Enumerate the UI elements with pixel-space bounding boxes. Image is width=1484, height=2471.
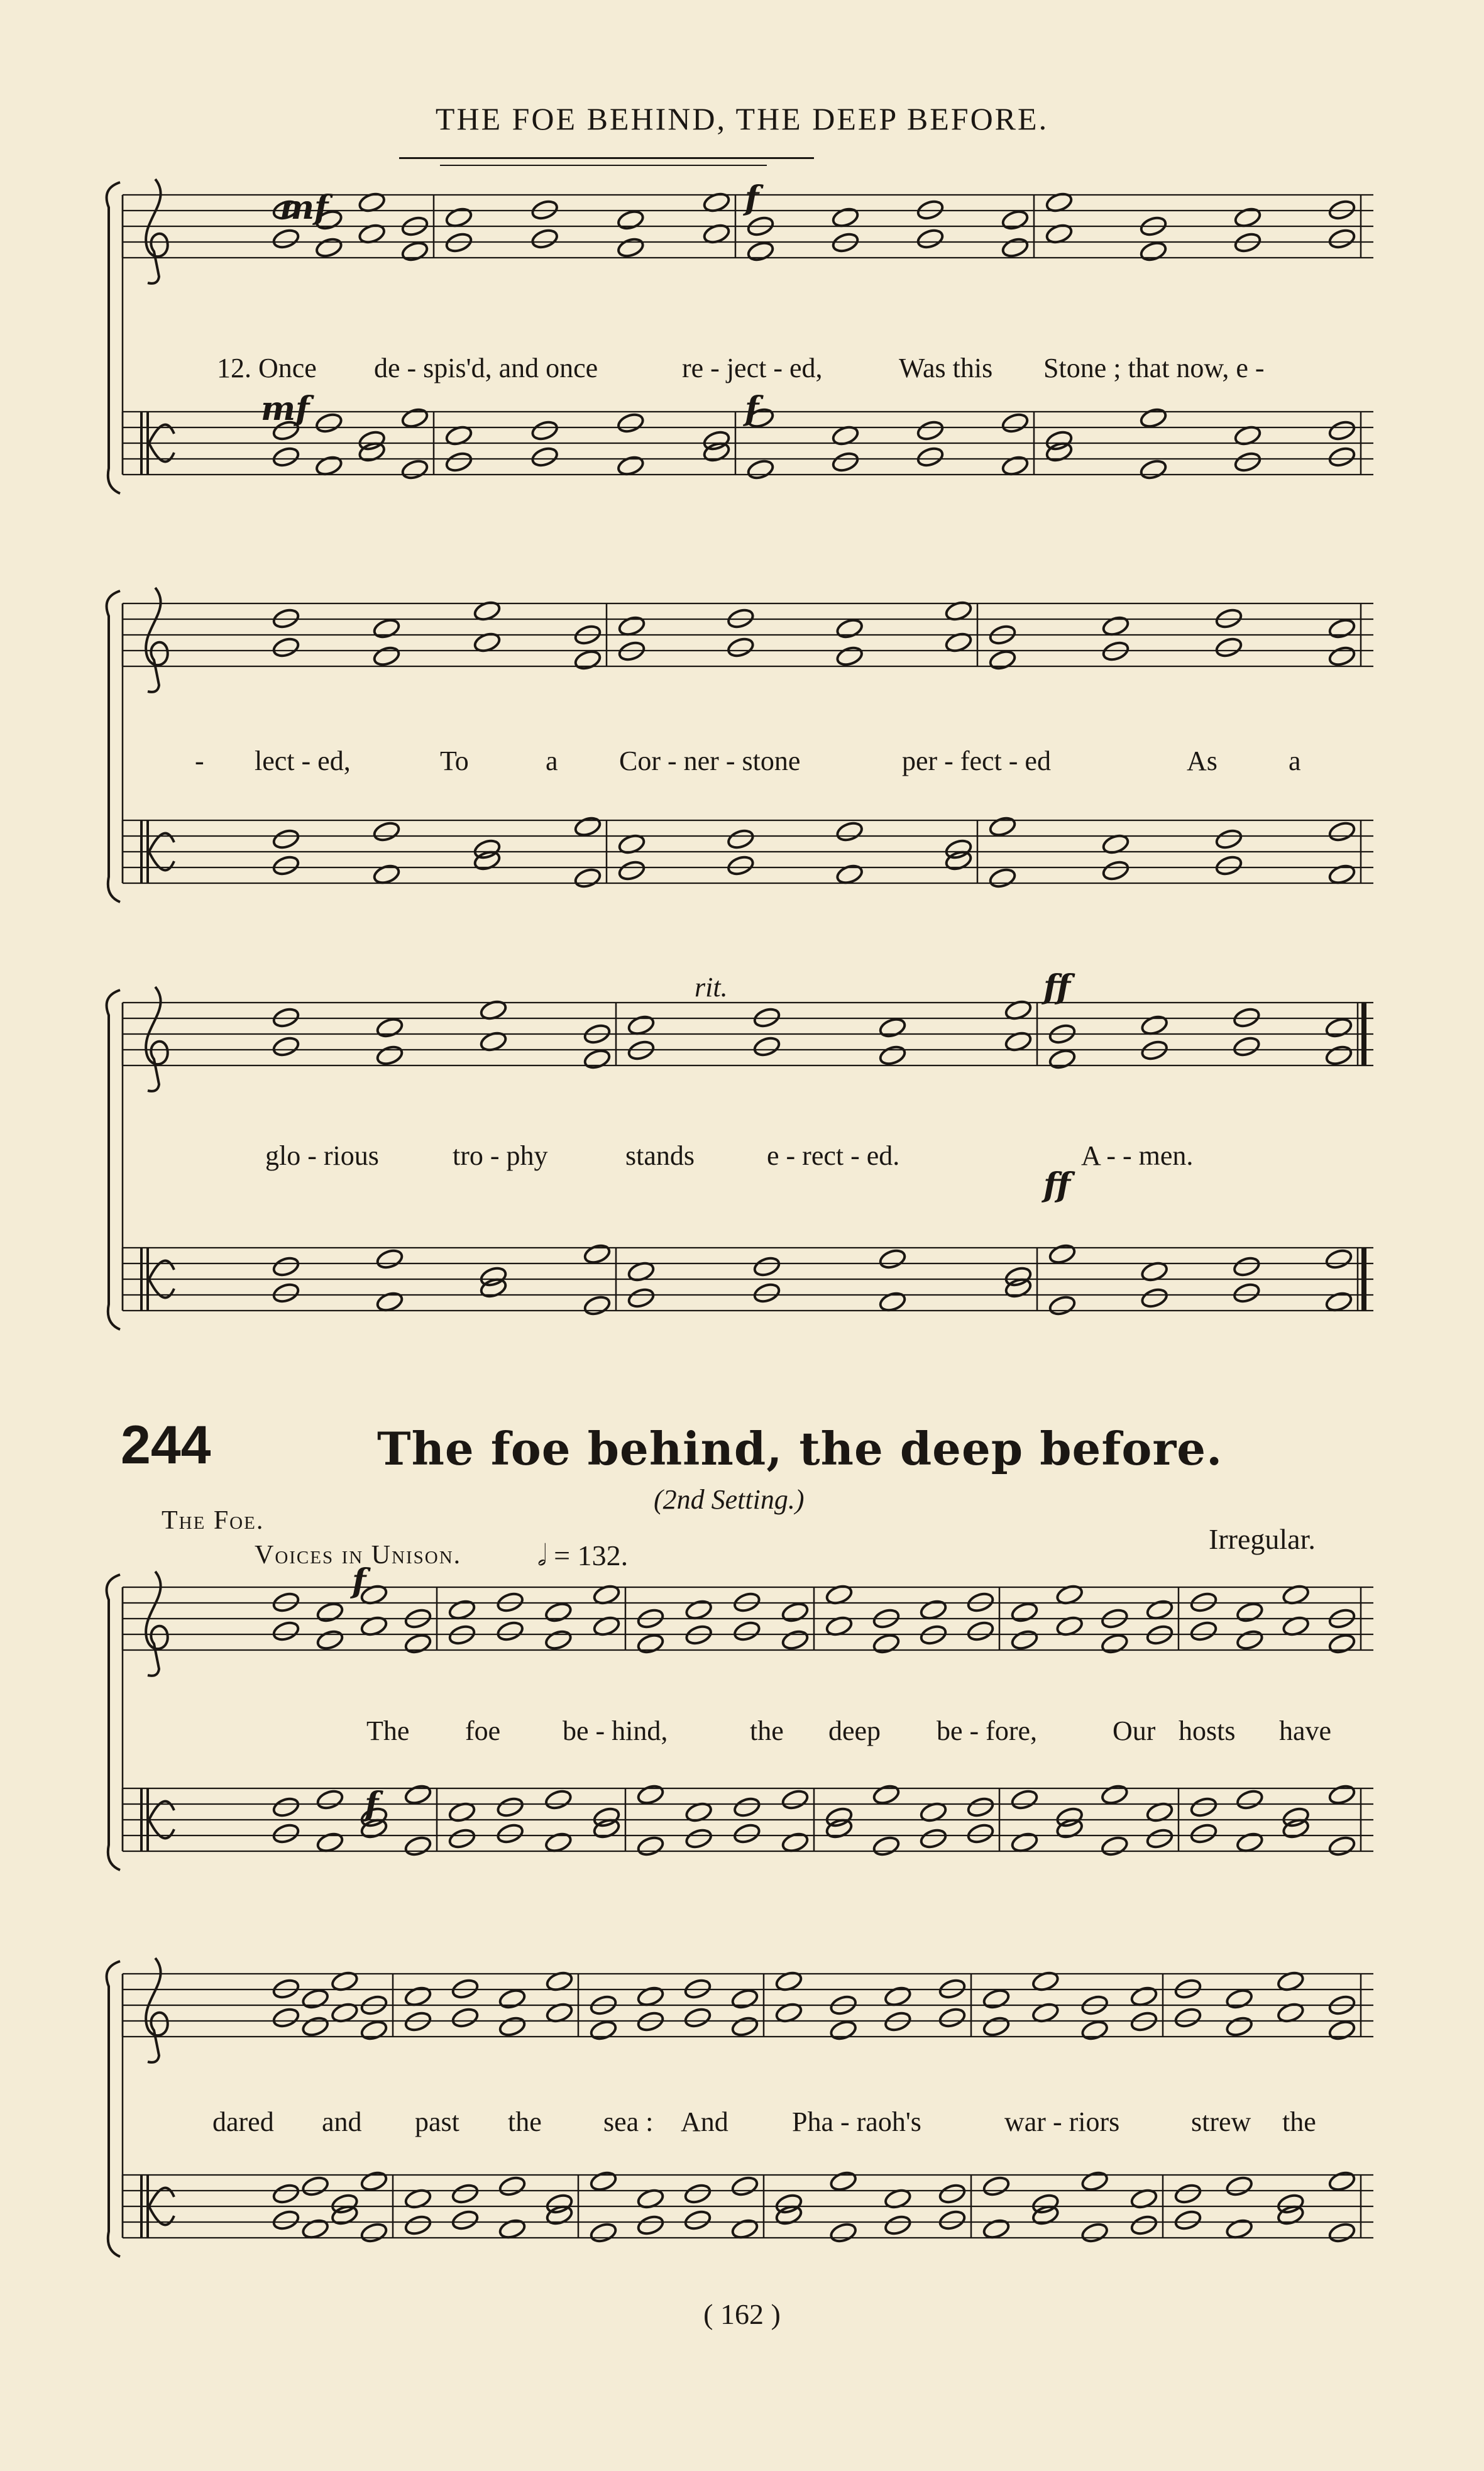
lyric: foe <box>465 1715 501 1746</box>
note-head <box>404 1985 432 2008</box>
note-head <box>636 1835 665 1857</box>
note-head <box>592 1817 621 1840</box>
note-head <box>496 1822 525 1845</box>
note-head <box>314 454 343 477</box>
lyric: re - ject - ed, <box>682 353 823 383</box>
note-head <box>272 1822 300 1845</box>
lyric: the <box>508 2106 542 2137</box>
lyric: Cor - ner - stone <box>619 746 801 776</box>
lyric: Our <box>1113 1715 1156 1746</box>
note-head <box>1080 2170 1109 2193</box>
note-head <box>1225 1988 1254 2010</box>
note-head <box>583 1243 612 1265</box>
note-head <box>301 2015 330 2038</box>
lyric: and <box>322 2106 362 2137</box>
note-head <box>781 1788 810 1811</box>
lyric: deep <box>828 1715 881 1746</box>
note-head <box>1145 1827 1174 1850</box>
note-head <box>301 1988 330 2010</box>
dynamic-f-bass: f <box>745 390 759 428</box>
note-head <box>530 228 559 250</box>
note-head <box>1080 2019 1109 2042</box>
note-head <box>1235 1831 1264 1854</box>
lyric: - <box>195 746 204 776</box>
note-head <box>982 2175 1011 2198</box>
note-head <box>448 1599 476 1621</box>
note-head <box>1232 1255 1261 1278</box>
note-head <box>544 1831 573 1854</box>
note-head <box>781 1629 810 1651</box>
lyric: hosts <box>1179 1715 1236 1746</box>
lyric: strew <box>1191 2106 1251 2137</box>
lyric: Stone ; that now, e - <box>1043 353 1265 383</box>
note-head <box>1324 1291 1353 1313</box>
note-head <box>360 2221 388 2244</box>
note-head <box>1048 1048 1077 1070</box>
system-bracket <box>107 990 120 1329</box>
note-head <box>1129 1985 1158 2008</box>
note-head <box>617 859 646 882</box>
note-head <box>272 1620 300 1643</box>
note-head <box>878 1248 907 1270</box>
note-head <box>544 1601 573 1624</box>
lyric: war - riors <box>1004 2106 1120 2137</box>
note-head <box>916 228 945 250</box>
note-head <box>444 451 473 473</box>
note-head <box>1045 441 1074 463</box>
note-head <box>498 2175 527 2198</box>
note-head <box>825 1817 854 1840</box>
lyric: the <box>1282 2106 1316 2137</box>
lyric: sea : <box>603 2106 654 2137</box>
lyric: To <box>440 746 469 776</box>
note-head <box>982 2218 1011 2240</box>
note-head <box>919 1599 948 1621</box>
note-head <box>301 2175 330 2198</box>
note-head <box>1327 645 1356 668</box>
note-head <box>938 2182 967 2205</box>
note-head <box>1001 412 1030 434</box>
note-head <box>726 828 755 850</box>
note-head <box>872 1835 901 1857</box>
note-head <box>272 446 300 468</box>
note-head <box>451 2209 480 2232</box>
lyric: the <box>750 1715 784 1746</box>
lyric: 12. Once <box>217 353 317 383</box>
note-head <box>1101 615 1130 637</box>
note-head <box>1080 2221 1109 2244</box>
note-head <box>982 1988 1011 2010</box>
note-head <box>272 228 300 250</box>
running-head: THE FOE BEHIND, THE DEEP BEFORE. <box>435 101 1049 136</box>
note-head <box>726 854 755 877</box>
note-head <box>831 206 860 229</box>
note-head <box>916 446 945 468</box>
note-head <box>683 2182 712 2205</box>
note-head <box>746 240 775 263</box>
note-head <box>831 451 860 473</box>
note-head <box>573 649 602 671</box>
dynamic-mf: mf <box>280 189 329 227</box>
note-head <box>589 2221 618 2244</box>
lyric: The <box>366 1715 410 1746</box>
note-head <box>372 820 401 843</box>
lyric: glo - rious <box>265 1140 379 1171</box>
note-head <box>883 1985 912 2008</box>
lyric: be - fore, <box>937 1715 1038 1746</box>
note-head <box>1145 1599 1174 1621</box>
note-head <box>988 815 1017 838</box>
note-head <box>589 2170 618 2193</box>
dynamic-ff-bass: ff <box>1043 1166 1071 1204</box>
note-head <box>683 2209 712 2232</box>
dynamic-f-244-bass: f <box>365 1785 379 1824</box>
note-head <box>1010 1831 1039 1854</box>
lyric: And <box>681 2106 728 2137</box>
note-head <box>316 1601 344 1624</box>
note-head <box>616 236 645 259</box>
note-head <box>496 1620 525 1643</box>
note-head <box>404 1783 432 1806</box>
note-head <box>730 2015 759 2038</box>
note-head <box>781 1831 810 1854</box>
note-head <box>1010 1601 1039 1624</box>
note-head <box>1327 617 1356 640</box>
note-head <box>530 446 559 468</box>
note-head <box>883 2214 912 2237</box>
note-head <box>444 206 473 229</box>
system-bracket <box>107 1961 120 2257</box>
lyric: tro - phy <box>453 1140 548 1171</box>
note-head <box>835 617 864 640</box>
note-head <box>616 209 645 231</box>
lyric: be - hind, <box>563 1715 668 1746</box>
note-head <box>1010 1788 1039 1811</box>
dynamic-f: f <box>745 179 759 217</box>
note-head <box>404 1835 432 1857</box>
note-head <box>358 441 387 463</box>
note-head <box>272 1255 300 1278</box>
note-head <box>616 412 645 434</box>
note-head <box>545 2204 574 2226</box>
hymn-title: The foe behind, the deep before. <box>377 1422 1223 1475</box>
note-head <box>982 2015 1011 2038</box>
half-note-icon: 𝅗𝅥 <box>537 1539 547 1571</box>
note-head <box>272 854 300 877</box>
note-head <box>944 849 973 872</box>
note-head <box>272 1035 300 1058</box>
note-head <box>1327 2221 1356 2244</box>
note-head <box>404 1632 432 1655</box>
note-head <box>916 419 945 442</box>
note-head <box>1327 863 1356 886</box>
note-head <box>1233 451 1262 473</box>
note-head <box>1140 1014 1169 1037</box>
note-head <box>781 1601 810 1624</box>
note-head <box>919 1827 948 1850</box>
note-head <box>966 1796 995 1819</box>
note-head <box>1100 1632 1129 1655</box>
note-head <box>1282 1817 1311 1840</box>
note-head <box>400 407 429 429</box>
note-head <box>988 867 1017 889</box>
note-head <box>330 2204 359 2226</box>
note-head <box>498 2015 527 2038</box>
lyric: Was this <box>899 353 993 383</box>
note-head <box>730 2218 759 2240</box>
lyric: As <box>1187 746 1217 776</box>
note-head <box>732 1796 761 1819</box>
note-head <box>1004 1277 1033 1299</box>
note-head <box>400 240 429 263</box>
note-head <box>360 2019 388 2042</box>
note-head <box>1173 2209 1202 2232</box>
note-head <box>272 828 300 850</box>
note-head <box>314 236 343 259</box>
note-head <box>1214 828 1243 850</box>
note-head <box>272 2006 300 2029</box>
note-head <box>617 615 646 637</box>
note-head <box>616 454 645 477</box>
note-head <box>1139 240 1168 263</box>
note-head <box>1001 209 1030 231</box>
note-head <box>316 1831 344 1854</box>
lyric: lect - ed, <box>255 746 351 776</box>
note-head <box>829 2019 858 2042</box>
note-head <box>473 849 502 872</box>
note-head <box>1235 1601 1264 1624</box>
note-head <box>627 1287 656 1309</box>
note-head <box>1055 1817 1084 1840</box>
lyric: de - spis'd, and once <box>374 353 598 383</box>
note-head <box>752 1282 781 1304</box>
note-head <box>1232 1282 1261 1304</box>
note-head <box>1001 454 1030 477</box>
note-head <box>726 636 755 659</box>
note-head <box>272 636 300 659</box>
note-head <box>730 2175 759 2198</box>
dynamic-mf-bass: mf <box>261 390 310 428</box>
note-head <box>1327 820 1356 843</box>
system-bracket <box>107 1575 120 1870</box>
note-head <box>451 2006 480 2029</box>
note-head <box>878 1044 907 1067</box>
note-head <box>1327 2019 1356 2042</box>
note-head <box>1324 1248 1353 1270</box>
note-head <box>683 2006 712 2029</box>
note-head <box>530 419 559 442</box>
note-head <box>752 1255 781 1278</box>
note-head <box>966 1822 995 1845</box>
rit-mark: rit. <box>695 972 728 1003</box>
hymn-setting: (2nd Setting.) <box>654 1484 805 1515</box>
note-head <box>878 1291 907 1313</box>
note-head <box>1214 636 1243 659</box>
note-head <box>583 1048 612 1070</box>
note-head <box>1139 458 1168 481</box>
hymn-number: 244 <box>121 1415 211 1475</box>
note-head <box>1233 206 1262 229</box>
note-head <box>1189 1822 1218 1845</box>
note-head <box>752 1035 781 1058</box>
note-head <box>1225 2015 1254 2038</box>
note-head <box>774 2204 803 2226</box>
note-head <box>1001 236 1030 259</box>
note-head <box>1327 228 1356 250</box>
note-head <box>496 1796 525 1819</box>
note-head <box>1235 1788 1264 1811</box>
note-head <box>1327 1835 1356 1857</box>
note-head <box>1232 1035 1261 1058</box>
note-head <box>372 863 401 886</box>
note-head <box>684 1599 713 1621</box>
note-head <box>360 2170 388 2193</box>
note-head <box>448 1827 476 1850</box>
note-head <box>1129 2214 1158 2237</box>
note-head <box>1173 2006 1202 2029</box>
note-head <box>498 1988 527 2010</box>
note-head <box>316 1629 344 1651</box>
note-head <box>498 2218 527 2240</box>
note-head <box>988 649 1017 671</box>
lyric: a <box>1289 746 1301 776</box>
note-head <box>1140 1287 1169 1309</box>
note-head <box>732 1822 761 1845</box>
lyric: A - - men. <box>1081 1140 1194 1171</box>
note-head <box>573 867 602 889</box>
note-head <box>372 645 401 668</box>
note-head <box>732 1620 761 1643</box>
note-head <box>544 1788 573 1811</box>
page-number: ( 162 ) <box>703 2298 781 2330</box>
lyric: per - fect - ed <box>902 746 1051 776</box>
note-head <box>451 2182 480 2205</box>
note-head <box>746 458 775 481</box>
note-head <box>1327 419 1356 442</box>
note-head <box>1225 2218 1254 2240</box>
note-head <box>314 412 343 434</box>
performance-note: Voices in Unison. <box>255 1541 462 1570</box>
note-head <box>1327 1783 1356 1806</box>
note-head <box>878 1016 907 1039</box>
note-head <box>375 1044 404 1067</box>
note-head <box>589 2019 618 2042</box>
note-head <box>272 2209 300 2232</box>
note-head <box>272 2182 300 2205</box>
note-head <box>375 1291 404 1313</box>
note-head <box>404 2214 432 2237</box>
note-head <box>1189 1796 1218 1819</box>
note-head <box>1324 1044 1353 1067</box>
note-head <box>573 815 602 838</box>
lyric: e - rect - ed. <box>767 1140 900 1171</box>
lyric: have <box>1279 1715 1332 1746</box>
lyric: Pha - raoh's <box>792 2106 921 2137</box>
note-head <box>835 820 864 843</box>
note-head <box>829 2221 858 2244</box>
note-head <box>1327 446 1356 468</box>
note-head <box>1031 2204 1060 2226</box>
note-head <box>1100 1835 1129 1857</box>
note-head <box>636 1985 665 2008</box>
note-head <box>1214 854 1243 877</box>
dynamic-f-244: f <box>352 1562 366 1600</box>
note-head <box>301 2218 330 2240</box>
note-head <box>835 863 864 886</box>
note-head <box>872 1783 901 1806</box>
system-bracket <box>107 182 120 493</box>
tune-name: The Foe. <box>162 1506 265 1535</box>
note-head <box>272 1796 300 1819</box>
note-head <box>1327 2170 1356 2193</box>
note-head <box>316 1788 344 1811</box>
note-head <box>583 1294 612 1317</box>
lyric: past <box>415 2106 459 2137</box>
note-head <box>1189 1620 1218 1643</box>
note-head <box>636 1632 665 1655</box>
system-bracket <box>107 591 120 902</box>
note-head <box>829 2170 858 2193</box>
note-head <box>1327 1632 1356 1655</box>
note-head <box>938 2006 967 2029</box>
note-head <box>684 1827 713 1850</box>
note-head <box>375 1016 404 1039</box>
lyric: dared <box>212 2106 274 2137</box>
note-head <box>1276 2204 1305 2226</box>
tempo-marking <box>537 1539 628 1573</box>
note-head <box>1048 1294 1077 1317</box>
note-head <box>636 2214 665 2237</box>
note-head <box>400 458 429 481</box>
note-head <box>702 441 731 463</box>
note-head <box>835 645 864 668</box>
note-head <box>730 1988 759 2010</box>
note-head <box>966 1620 995 1643</box>
note-head <box>1225 2175 1254 2198</box>
note-head <box>1048 1243 1077 1265</box>
note-head <box>938 2209 967 2232</box>
note-head <box>544 1629 573 1651</box>
note-head <box>636 1783 665 1806</box>
lyric: a <box>546 746 558 776</box>
note-head <box>272 1282 300 1304</box>
tempo-value: = 132. <box>554 1539 629 1571</box>
note-head <box>627 1014 656 1037</box>
note-head <box>1100 1783 1129 1806</box>
note-head <box>872 1632 901 1655</box>
note-head <box>372 617 401 640</box>
note-head <box>1101 859 1130 882</box>
note-head <box>1010 1629 1039 1651</box>
note-head <box>1139 407 1168 429</box>
note-head <box>1173 2182 1202 2205</box>
note-head <box>479 1277 508 1299</box>
note-head <box>375 1248 404 1270</box>
dynamic-ff: ff <box>1043 968 1071 1006</box>
metre: Irregular. <box>1209 1523 1316 1555</box>
lyric: stands <box>625 1140 695 1171</box>
note-head <box>1235 1629 1264 1651</box>
note-head <box>1324 1016 1353 1039</box>
